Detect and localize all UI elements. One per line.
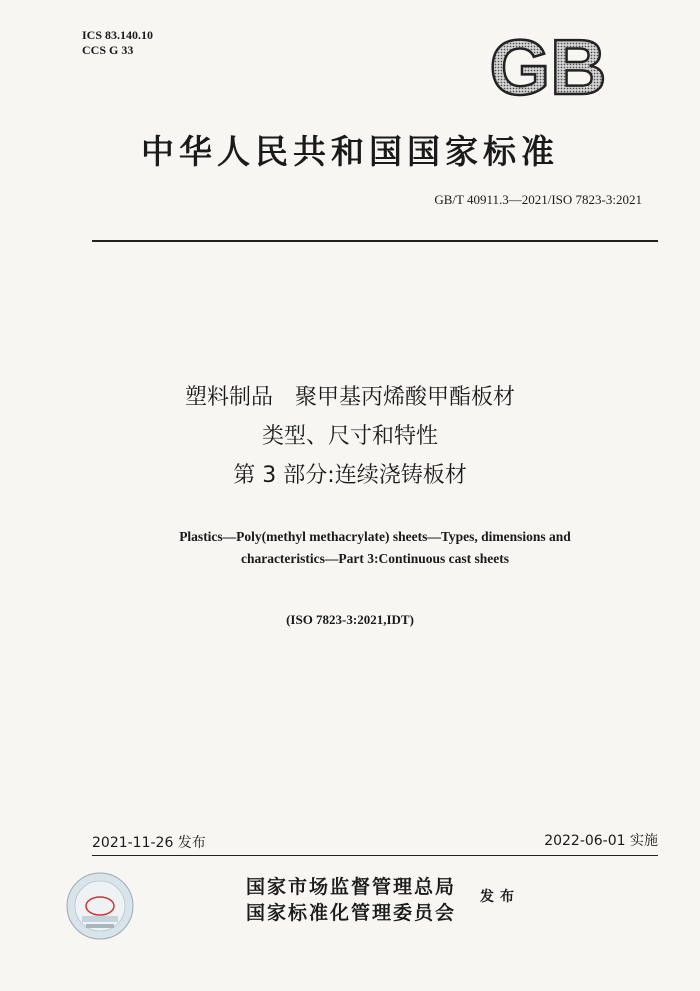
ics-ccs-codes xyxy=(82,28,153,58)
org-title: 中华人民共和国国家标准 xyxy=(141,132,559,171)
standard-number: GB/T 40911.3—2021/ISO 7823-3:2021 xyxy=(434,192,642,207)
certification-seal-icon xyxy=(66,872,134,940)
issuer-sac: 国家标准化管理委员会 xyxy=(246,902,457,924)
issuer-samr: 国家市场监督管理总局 xyxy=(246,876,457,898)
issuing-bodies xyxy=(246,874,456,926)
header-rule xyxy=(92,240,658,242)
issue-date: 2021-11-26 发布 xyxy=(92,835,206,851)
ccs-code: CCS G 33 xyxy=(82,43,134,57)
title-en-line1: Plastics—Poly(methyl methacrylate) sheets—Types, dimensions and xyxy=(179,529,571,544)
footer-rule xyxy=(92,855,658,856)
gb-logo-text: GB xyxy=(489,30,607,102)
title-en xyxy=(120,526,630,570)
gb-logo xyxy=(482,30,614,102)
publish-label: 发布 xyxy=(480,889,520,905)
title-zh-line3: 第 3 部分:连续浇铸板材 xyxy=(233,463,467,488)
ics-code: ICS 83.140.10 xyxy=(82,28,154,42)
title-zh-line1: 塑料制品 聚甲基丙烯酸甲酯板材 xyxy=(184,385,515,410)
title-en-line2: characteristics—Part 3:Continuous cast sheets xyxy=(240,551,510,566)
implementation-date: 2022-06-01 实施 xyxy=(544,833,658,849)
title-zh-line2: 类型、尺寸和特性 xyxy=(261,424,438,449)
iso-reference: (ISO 7823-3:2021,IDT) xyxy=(286,612,414,627)
